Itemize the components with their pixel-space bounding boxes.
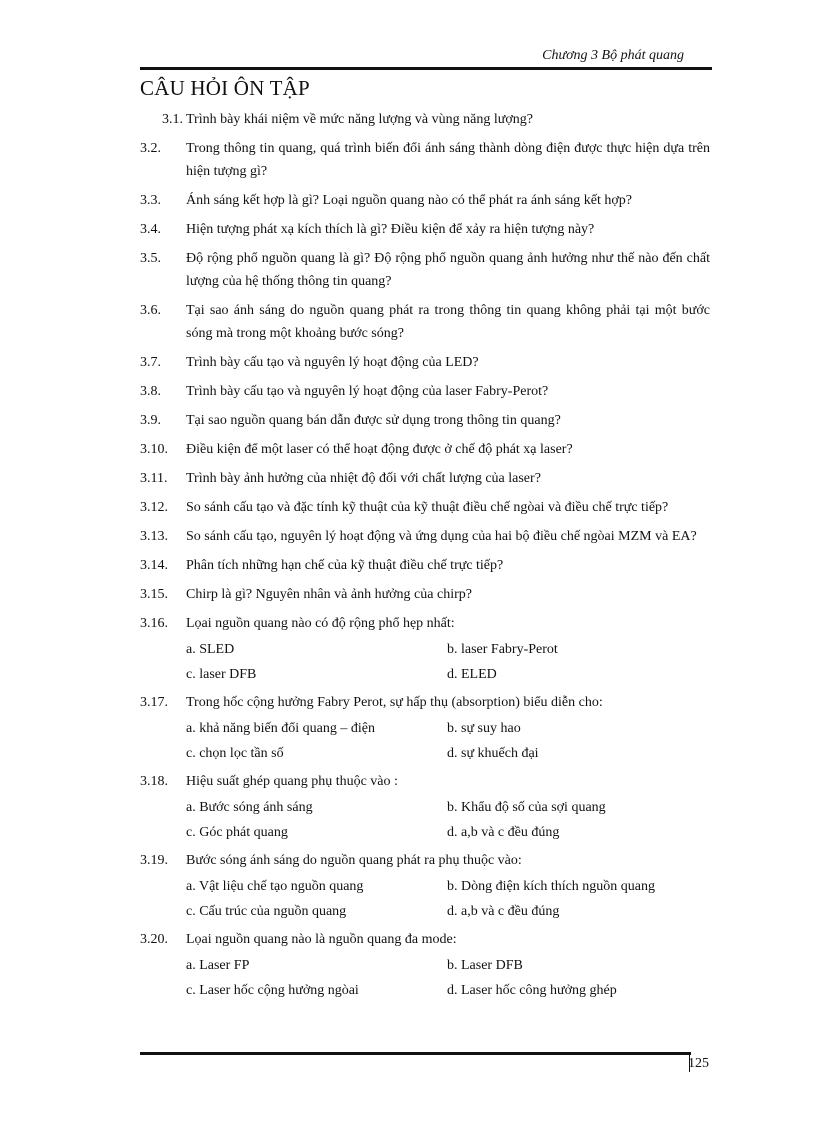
question-text: Trình bày khái niệm về mức năng lượng và vùng năng lượng?	[186, 112, 533, 127]
question-text: Hiệu suất ghép quang phụ thuộc vào :	[186, 774, 398, 789]
answer-option: d. ELED	[447, 667, 497, 682]
question-item	[140, 612, 710, 687]
question-text: Trong thông tin quang, quá trình biến đổi ánh sáng thành dòng điện được thực hiện dựa trên hiện tượng gì?	[186, 141, 710, 179]
question-number: 3.16.	[140, 616, 168, 631]
question-item	[140, 438, 710, 461]
question-number: 3.1.	[162, 112, 183, 127]
footer-rule	[140, 1052, 691, 1055]
answer-option: d. a,b và c đều đúng	[447, 904, 560, 919]
question-number: 3.3.	[140, 193, 161, 208]
header-rule	[140, 67, 712, 70]
question-text: Chirp là gì? Nguyên nhân và ảnh hưởng của chirp?	[186, 587, 472, 602]
question-text: Lọai nguồn quang nào có độ rộng phổ hẹp nhất:	[186, 616, 455, 631]
question-text: Độ rộng phổ nguồn quang là gì? Độ rộng phổ nguồn quang ảnh hưởng như thế nào đến chất lượng của hệ thống thông tin quang?	[186, 251, 710, 289]
chapter-header: Chương 3 Bộ phát quang	[542, 48, 684, 63]
answer-options	[186, 795, 710, 845]
question-text: Trình bày ảnh hưởng của nhiệt độ đối với chất lượng của laser?	[186, 471, 541, 486]
answer-option: b. Dòng điện kích thích nguồn quang	[447, 879, 656, 894]
answer-option: a. SLED	[186, 642, 235, 657]
question-number: 3.13.	[140, 529, 168, 544]
answer-option: a. Vật liệu chế tạo nguồn quang	[186, 879, 364, 894]
answer-options	[186, 637, 710, 687]
question-number: 3.8.	[140, 384, 161, 399]
question-text: So sánh cấu tạo, nguyên lý hoạt động và ứng dụng của hai bộ điều chế ngòai MZM và EA?	[186, 529, 697, 544]
question-number: 3.12.	[140, 500, 168, 515]
question-item	[140, 380, 710, 403]
answer-option: a. Laser FP	[186, 958, 250, 973]
question-text: Trong hốc cộng hưởng Fabry Perot, sự hấp thụ (absorption) biểu diễn cho:	[186, 695, 603, 710]
question-text: Hiện tượng phát xạ kích thích là gì? Điều kiện để xảy ra hiện tượng này?	[186, 222, 595, 237]
answer-option: b. laser Fabry-Perot	[447, 642, 558, 657]
answer-option: c. Góc phát quang	[186, 825, 288, 840]
question-text: Điều kiện để một laser có thể hoạt động được ở chế độ phát xạ laser?	[186, 442, 573, 457]
question-item	[140, 218, 710, 241]
question-text: Tại sao ánh sáng do nguồn quang phát ra trong thông tin quang không phải tại một bước sóng mà trong một khoảng bước sóng?	[186, 303, 710, 341]
question-item	[140, 770, 710, 845]
answer-options	[186, 953, 710, 1003]
question-item	[140, 137, 710, 183]
answer-option: c. Cấu trúc của nguồn quang	[186, 904, 347, 919]
question-text: Tại sao nguồn quang bán dẫn được sử dụng trong thông tin quang?	[186, 413, 561, 428]
question-item	[140, 108, 710, 131]
question-number: 3.4.	[140, 222, 161, 237]
answer-option: a. khả năng biến đổi quang – điện	[186, 721, 375, 736]
question-number: 3.5.	[140, 251, 161, 266]
answer-option: b. Laser DFB	[447, 958, 523, 973]
question-text: Phân tích những hạn chế của kỹ thuật điều chế trực tiếp?	[186, 558, 504, 573]
question-item	[140, 409, 710, 432]
question-item	[140, 849, 710, 924]
question-text: Ánh sáng kết hợp là gì? Loại nguồn quang nào có thể phát ra ánh sáng kết hợp?	[186, 193, 632, 208]
question-number: 3.2.	[140, 141, 161, 156]
question-number: 3.20.	[140, 932, 168, 947]
question-number: 3.10.	[140, 442, 168, 457]
answer-option: d. a,b và c đều đúng	[447, 825, 560, 840]
question-item	[140, 351, 710, 374]
question-number: 3.6.	[140, 303, 161, 318]
question-item	[140, 583, 710, 606]
question-item	[140, 467, 710, 490]
question-item	[140, 299, 710, 345]
question-item	[140, 189, 710, 212]
question-item	[140, 691, 710, 766]
answer-option: d. Laser hốc công hưởng ghép	[447, 983, 617, 998]
question-number: 3.18.	[140, 774, 168, 789]
answer-option: d. sự khuếch đại	[447, 746, 539, 761]
answer-option: c. chọn lọc tần số	[186, 746, 284, 761]
answer-options	[186, 716, 710, 766]
question-number: 3.17.	[140, 695, 168, 710]
question-text: Lọai nguồn quang nào là nguồn quang đa mode:	[186, 932, 457, 947]
question-item	[140, 554, 710, 577]
question-number: 3.11.	[140, 471, 168, 486]
question-text: Trình bày cấu tạo và nguyên lý hoạt động của LED?	[186, 355, 479, 370]
question-text: So sánh cấu tạo và đặc tính kỹ thuật của kỹ thuật điều chế ngòai và điều chế trực tiếp?	[186, 500, 669, 515]
question-number: 3.14.	[140, 558, 168, 573]
answer-option: b. sự suy hao	[447, 721, 521, 736]
question-text: Trình bày cấu tạo và nguyên lý hoạt động của laser Fabry-Perot?	[186, 384, 549, 399]
question-item	[140, 928, 710, 1003]
question-number: 3.9.	[140, 413, 161, 428]
question-item	[140, 525, 710, 548]
answer-option: a. Bước sóng ánh sáng	[186, 800, 313, 815]
question-item	[140, 496, 710, 519]
question-number: 3.19.	[140, 853, 168, 868]
question-number: 3.15.	[140, 587, 168, 602]
page-number: 125	[688, 1056, 709, 1071]
answer-option: c. Laser hốc cộng hưởng ngòai	[186, 983, 359, 998]
answer-option: b. Khẩu độ số của sợi quang	[447, 800, 606, 815]
question-item	[140, 247, 710, 293]
section-title: CÂU HỎI ÔN TẬP	[140, 76, 310, 100]
question-text: Bước sóng ánh sáng do nguồn quang phát ra phụ thuộc vào:	[186, 853, 522, 868]
answer-option: c. laser DFB	[186, 667, 257, 682]
question-number: 3.7.	[140, 355, 161, 370]
answer-options	[186, 874, 710, 924]
question-list	[140, 108, 710, 1007]
